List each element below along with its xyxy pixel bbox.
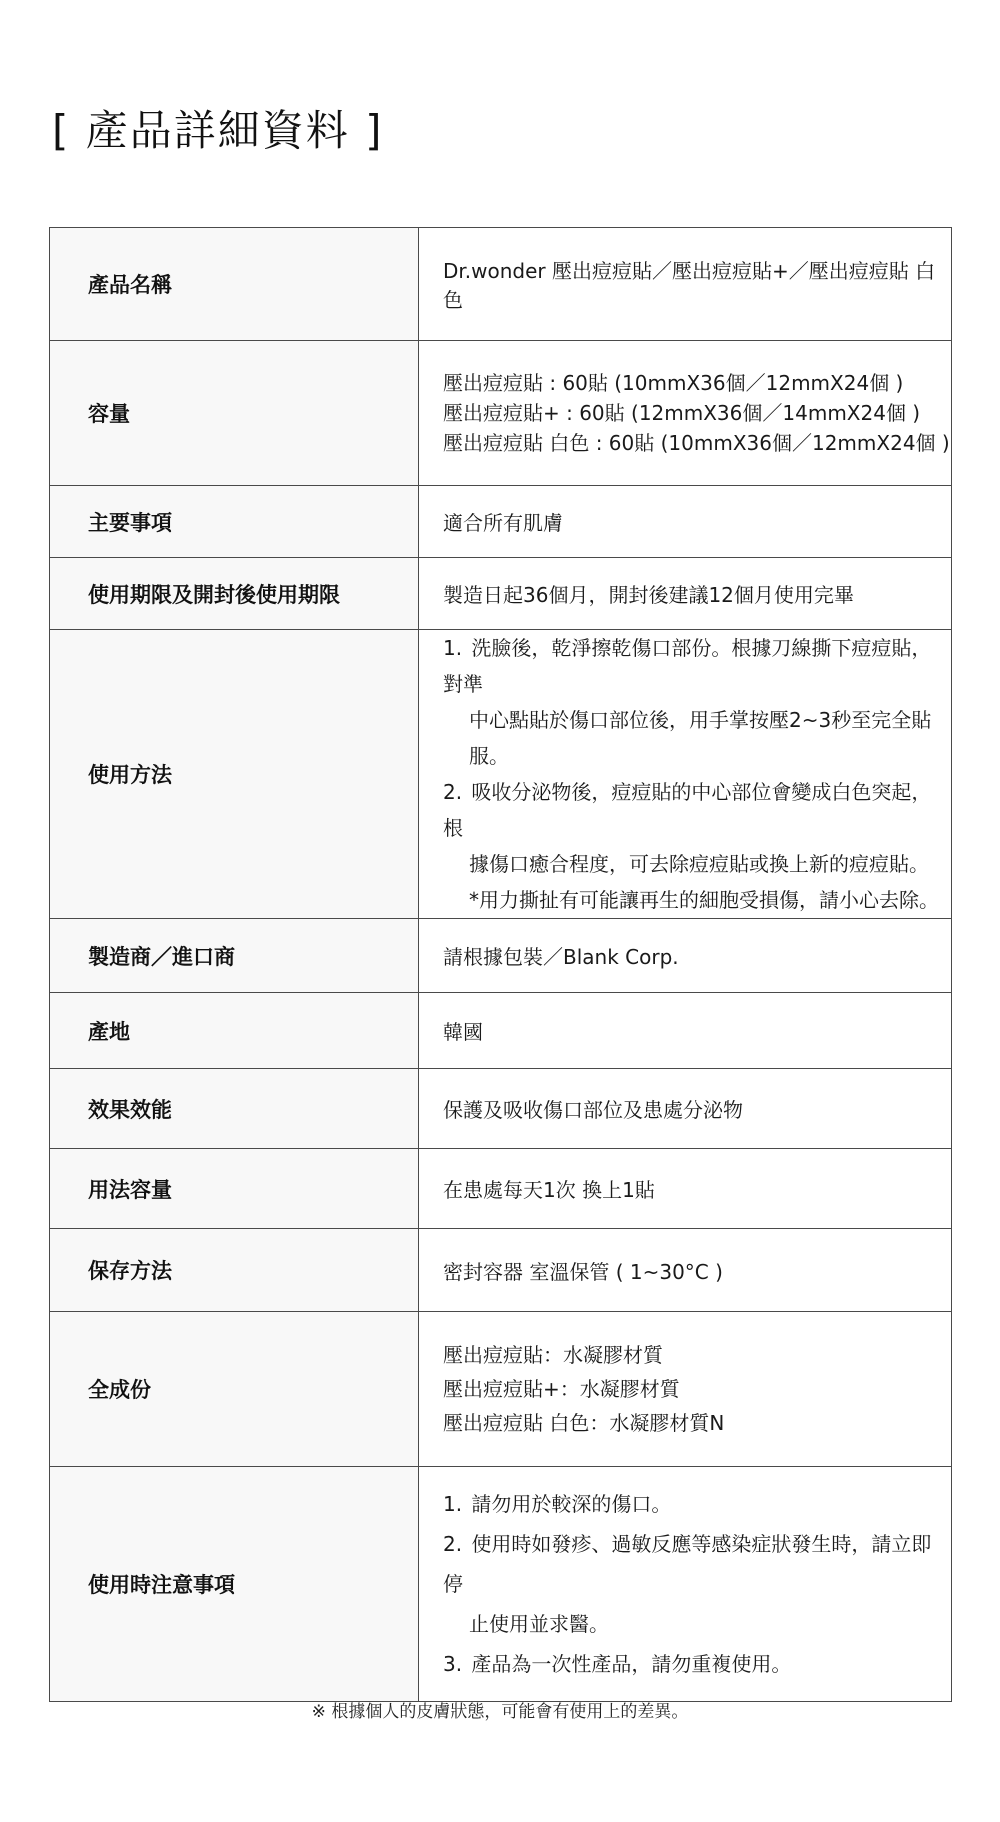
row-value-usage <box>419 630 952 919</box>
ingredient-line: 壓出痘痘貼 白色：水凝膠材質N <box>443 1411 725 1435</box>
table-row <box>50 1312 952 1467</box>
capacity-line: 壓出痘痘貼+ : 60貼 (12mmX36個／14mmX24個 ) <box>443 401 921 425</box>
row-label-main: 主要事項 <box>50 486 419 558</box>
capacity-line: 壓出痘痘貼 白色 : 60貼 (10mmX36個／12mmX24個 ) <box>443 431 950 455</box>
row-value-precautions <box>419 1467 952 1702</box>
usage-step: 2. 吸收分泌物後，痘痘貼的中心部位會變成白色突起，根 據傷口癒合程度，可去除痘痘貼或換上新的痘痘貼。 <box>443 780 932 876</box>
table-row <box>50 1229 952 1312</box>
row-value-storage: 密封容器 室溫保管 ( 1~30°C ) <box>419 1229 952 1312</box>
row-value-maker: 請根據包裝／Blank Corp. <box>419 919 952 993</box>
row-label-storage: 保存方法 <box>50 1229 419 1312</box>
footer-note: ※ 根據個人的皮膚狀態，可能會有使用上的差異。 <box>311 1702 689 1722</box>
usage-note: *用力撕扯有可能讓再生的細胞受損傷，請小心去除。 <box>469 888 939 912</box>
table-row <box>50 341 952 486</box>
table-row <box>50 558 952 630</box>
row-label-origin: 產地 <box>50 993 419 1069</box>
product-detail-table <box>49 227 952 1702</box>
row-value-effect: 保護及吸收傷口部位及患處分泌物 <box>419 1069 952 1149</box>
table-row <box>50 486 952 558</box>
row-label-product-name: 產品名稱 <box>50 228 419 341</box>
row-label-expiry: 使用期限及開封後使用期限 <box>50 558 419 630</box>
row-value-main: 適合所有肌膚 <box>419 486 952 558</box>
page-title: [ 產品詳細資料 ] <box>52 106 384 155</box>
row-value-ingredients <box>419 1312 952 1467</box>
row-label-capacity: 容量 <box>50 341 419 486</box>
row-label-precautions: 使用時注意事項 <box>50 1467 419 1702</box>
table-row <box>50 228 952 341</box>
row-value-origin: 韓國 <box>419 993 952 1069</box>
precaution-item: 3. 產品為一次性產品，請勿重複使用。 <box>443 1652 792 1676</box>
row-value-capacity <box>419 341 952 486</box>
ingredient-line: 壓出痘痘貼+：水凝膠材質 <box>443 1377 680 1401</box>
row-value-product-name: Dr.wonder 壓出痘痘貼／壓出痘痘貼+／壓出痘痘貼 白色 <box>419 228 952 341</box>
table-row <box>50 1069 952 1149</box>
table-row <box>50 993 952 1069</box>
row-label-effect: 效果效能 <box>50 1069 419 1149</box>
table-row <box>50 1149 952 1229</box>
table-row <box>50 919 952 993</box>
row-label-usage: 使用方法 <box>50 630 419 919</box>
ingredient-line: 壓出痘痘貼：水凝膠材質 <box>443 1343 663 1367</box>
capacity-line: 壓出痘痘貼 : 60貼 (10mmX36個／12mmX24個 ) <box>443 371 904 395</box>
row-label-ingredients: 全成份 <box>50 1312 419 1467</box>
row-label-maker: 製造商／進口商 <box>50 919 419 993</box>
precaution-item: 2. 使用時如發疹、過敏反應等感染症狀發生時，請立即停 止使用並求醫。 <box>443 1532 932 1636</box>
table-row <box>50 1467 952 1702</box>
row-value-expiry: 製造日起36個月，開封後建議12個月使用完畢 <box>419 558 952 630</box>
table-row <box>50 630 952 919</box>
row-value-dosage: 在患處每天1次 換上1貼 <box>419 1149 952 1229</box>
usage-step: 1. 洗臉後，乾淨擦乾傷口部份。根據刀線撕下痘痘貼，對準 中心點貼於傷口部位後，用手掌按壓2~3秒至完全貼服。 <box>443 636 932 768</box>
row-label-dosage: 用法容量 <box>50 1149 419 1229</box>
precaution-item: 1. 請勿用於較深的傷口。 <box>443 1492 672 1516</box>
